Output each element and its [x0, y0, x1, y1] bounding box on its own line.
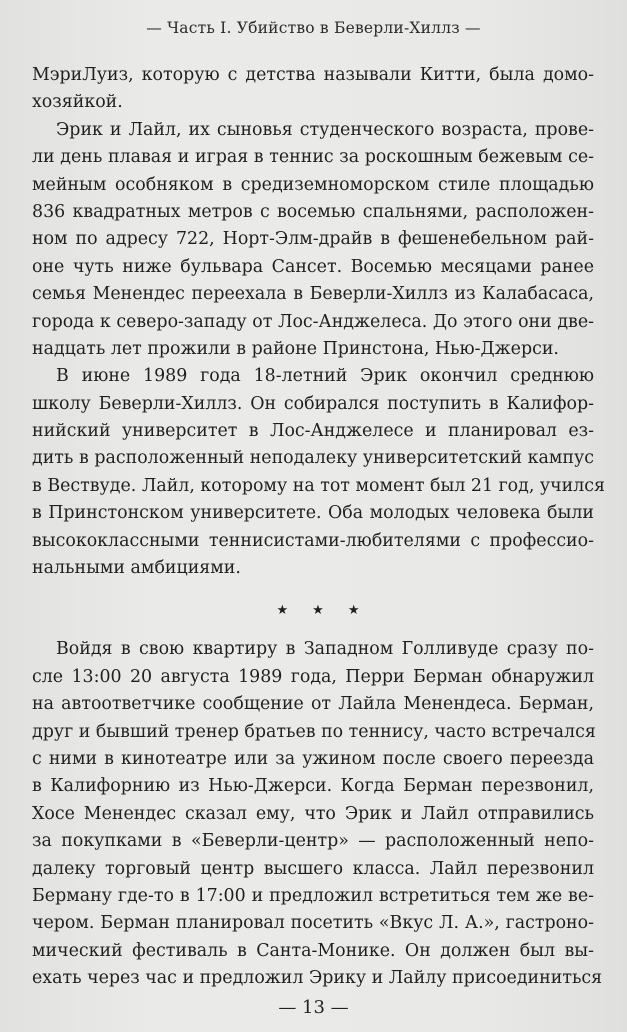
text-line: чером. Берман планировал посетить «Вкус Л. А.», гастроно- — [32, 913, 594, 934]
star-icon: ★ — [347, 602, 360, 618]
text-line: Войдя в свою квартиру в Западном Голливуде сразу по- — [56, 639, 594, 660]
text-line: надцать лет прожили в районе Принстона, Нью-Джерси. — [32, 338, 559, 359]
page-number: — 13 — — [278, 997, 349, 1018]
running-header: — Часть I. Убийство в Беверли-Хиллз — — [146, 19, 481, 37]
paragraph — [32, 363, 605, 582]
text-line: сле 13:00 20 августа 1989 года, Перри Берман обнаружил — [32, 666, 594, 687]
text-line: мический фестиваль в Санта-Монике. Он должен был вы- — [32, 940, 594, 961]
text-line: высококлассными теннисистами-любителями с профессио- — [32, 530, 594, 551]
star-icon: ★ — [276, 602, 289, 618]
text-line: В июне 1989 года 18-летний Эрик окончил среднюю — [56, 366, 594, 387]
text-line: оне чуть ниже бульвара Сансет. Восемью месяцами ранее — [32, 256, 594, 277]
paragraph — [32, 117, 594, 364]
text-line: 836 квадратных метров с восемью спальнями, расположен- — [32, 201, 594, 222]
text-line: хозяйкой. — [32, 92, 123, 113]
text-line: нийский университет в Лос-Анджелесе и планировал ез- — [32, 421, 594, 442]
text-line: с ними в кинотеатре или за ужином после своего переезда — [32, 748, 594, 769]
text-line: Берману где-то в 17:00 и предложил встретиться тем же ве- — [32, 885, 594, 906]
paragraph — [32, 62, 594, 117]
text-line: в Принстонском университете. Оба молодых человека были — [32, 503, 594, 524]
section-break — [32, 582, 594, 638]
text-line: за покупками в «Беверли-центр» — расположенный непо- — [32, 831, 594, 852]
text-line: дить в расположенный неподалеку университетский кампус — [32, 448, 594, 469]
text-line: друг и бывший тренер братьев по теннису, часто встречался — [32, 721, 596, 742]
text-line: Эрик и Лайл, их сыновья студенческого возраста, прове- — [56, 119, 594, 140]
text-line: ли день плавая и играя в теннис за роскошным бежевым се- — [32, 147, 594, 168]
paragraph — [32, 636, 603, 992]
text-line: нальными амбициями. — [32, 558, 241, 579]
text-line: в Вествуде. Лайл, которому на тот момент был 21 год, учился — [32, 475, 605, 496]
text-line: школу Беверли-Хиллз. Он собирался поступить в Калифор- — [32, 393, 594, 414]
text-line: на автоответчике сообщение от Лайла Менендеса. Берман, — [32, 694, 594, 715]
text-line: ехать через час и предложил Эрику и Лайлу присоединиться — [32, 968, 603, 989]
text-line: ном по адресу 722, Норт-Элм-драйв в фешенебельном рай- — [32, 229, 594, 250]
text-line: МэриЛуиз, которую с детства называли Китти, была домо- — [32, 65, 594, 85]
body-text — [32, 62, 605, 993]
text-line: города к северо-западу от Лос-Анджелеса. До этого они две- — [32, 311, 594, 332]
text-line: далеку торговый центр высшего класса. Лайл перезвонил — [32, 858, 594, 879]
star-icon: ★ — [312, 602, 324, 618]
text-line: семья Менендес переехала в Беверли-Хиллз из Калабасаса, — [32, 284, 594, 305]
text-line: мейным особняком в средиземноморском стиле площадью — [32, 174, 594, 195]
text-line: Хосе Менендес сказал ему, что Эрик и Лайл отправились — [32, 803, 594, 824]
text-line: в Калифорнию из Нью-Джерси. Когда Берман перезвонил, — [32, 776, 594, 797]
